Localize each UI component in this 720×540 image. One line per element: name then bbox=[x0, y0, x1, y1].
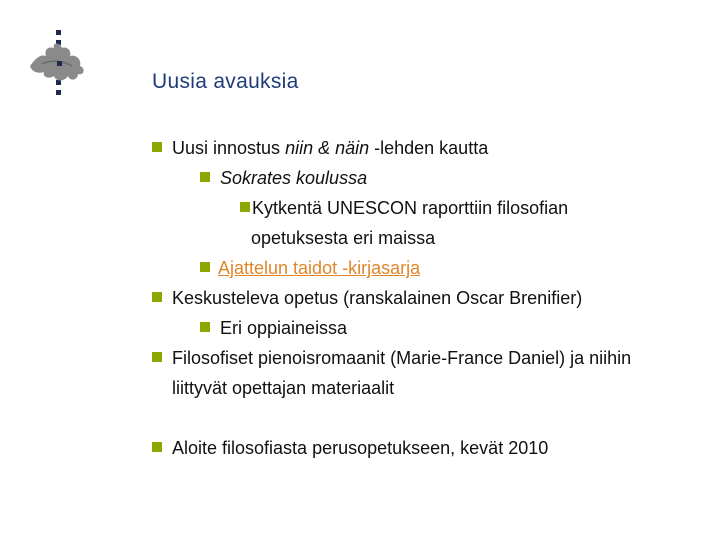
bullet-text: Uusi innostus bbox=[172, 138, 286, 158]
bullet-text-continuation: opetuksesta eri maissa bbox=[251, 228, 436, 248]
ajattelun-taidot-link[interactable]: Ajattelun taidot -kirjasarja bbox=[218, 258, 421, 278]
bullet-square-icon bbox=[200, 262, 210, 272]
university-logo-icon bbox=[22, 28, 90, 98]
bullet-text: Eri oppiaineissa bbox=[220, 318, 348, 338]
bullet-text: -lehden kautta bbox=[369, 138, 489, 158]
bullet-text-continuation: liittyvät opettajan materiaalit bbox=[172, 378, 395, 398]
bullet-square-icon bbox=[152, 142, 162, 152]
bullet-square-icon bbox=[152, 442, 162, 452]
bullet-text: Sokrates koulussa bbox=[220, 168, 368, 188]
bullet-square-icon bbox=[152, 292, 162, 302]
bullet-square-icon bbox=[240, 202, 250, 212]
bullet-text: Filosofiset pienoisromaanit (Marie-France Daniel) ja niihin bbox=[172, 348, 632, 368]
bullet-text: Aloite filosofiasta perusopetukseen, kevät 2010 bbox=[172, 438, 549, 458]
bullet-text: Keskusteleva opetus (ranskalainen Oscar Brenifier) bbox=[172, 288, 583, 308]
bullet-square-icon bbox=[200, 322, 210, 332]
slide-title: Uusia avauksia bbox=[152, 70, 299, 93]
bullet-text: Kytkentä UNESCON raporttiin filosofian bbox=[252, 198, 569, 218]
bullet-text-emphasis: niin & näin bbox=[285, 138, 370, 158]
bullet-square-icon bbox=[200, 172, 210, 182]
bullet-square-icon bbox=[152, 352, 162, 362]
